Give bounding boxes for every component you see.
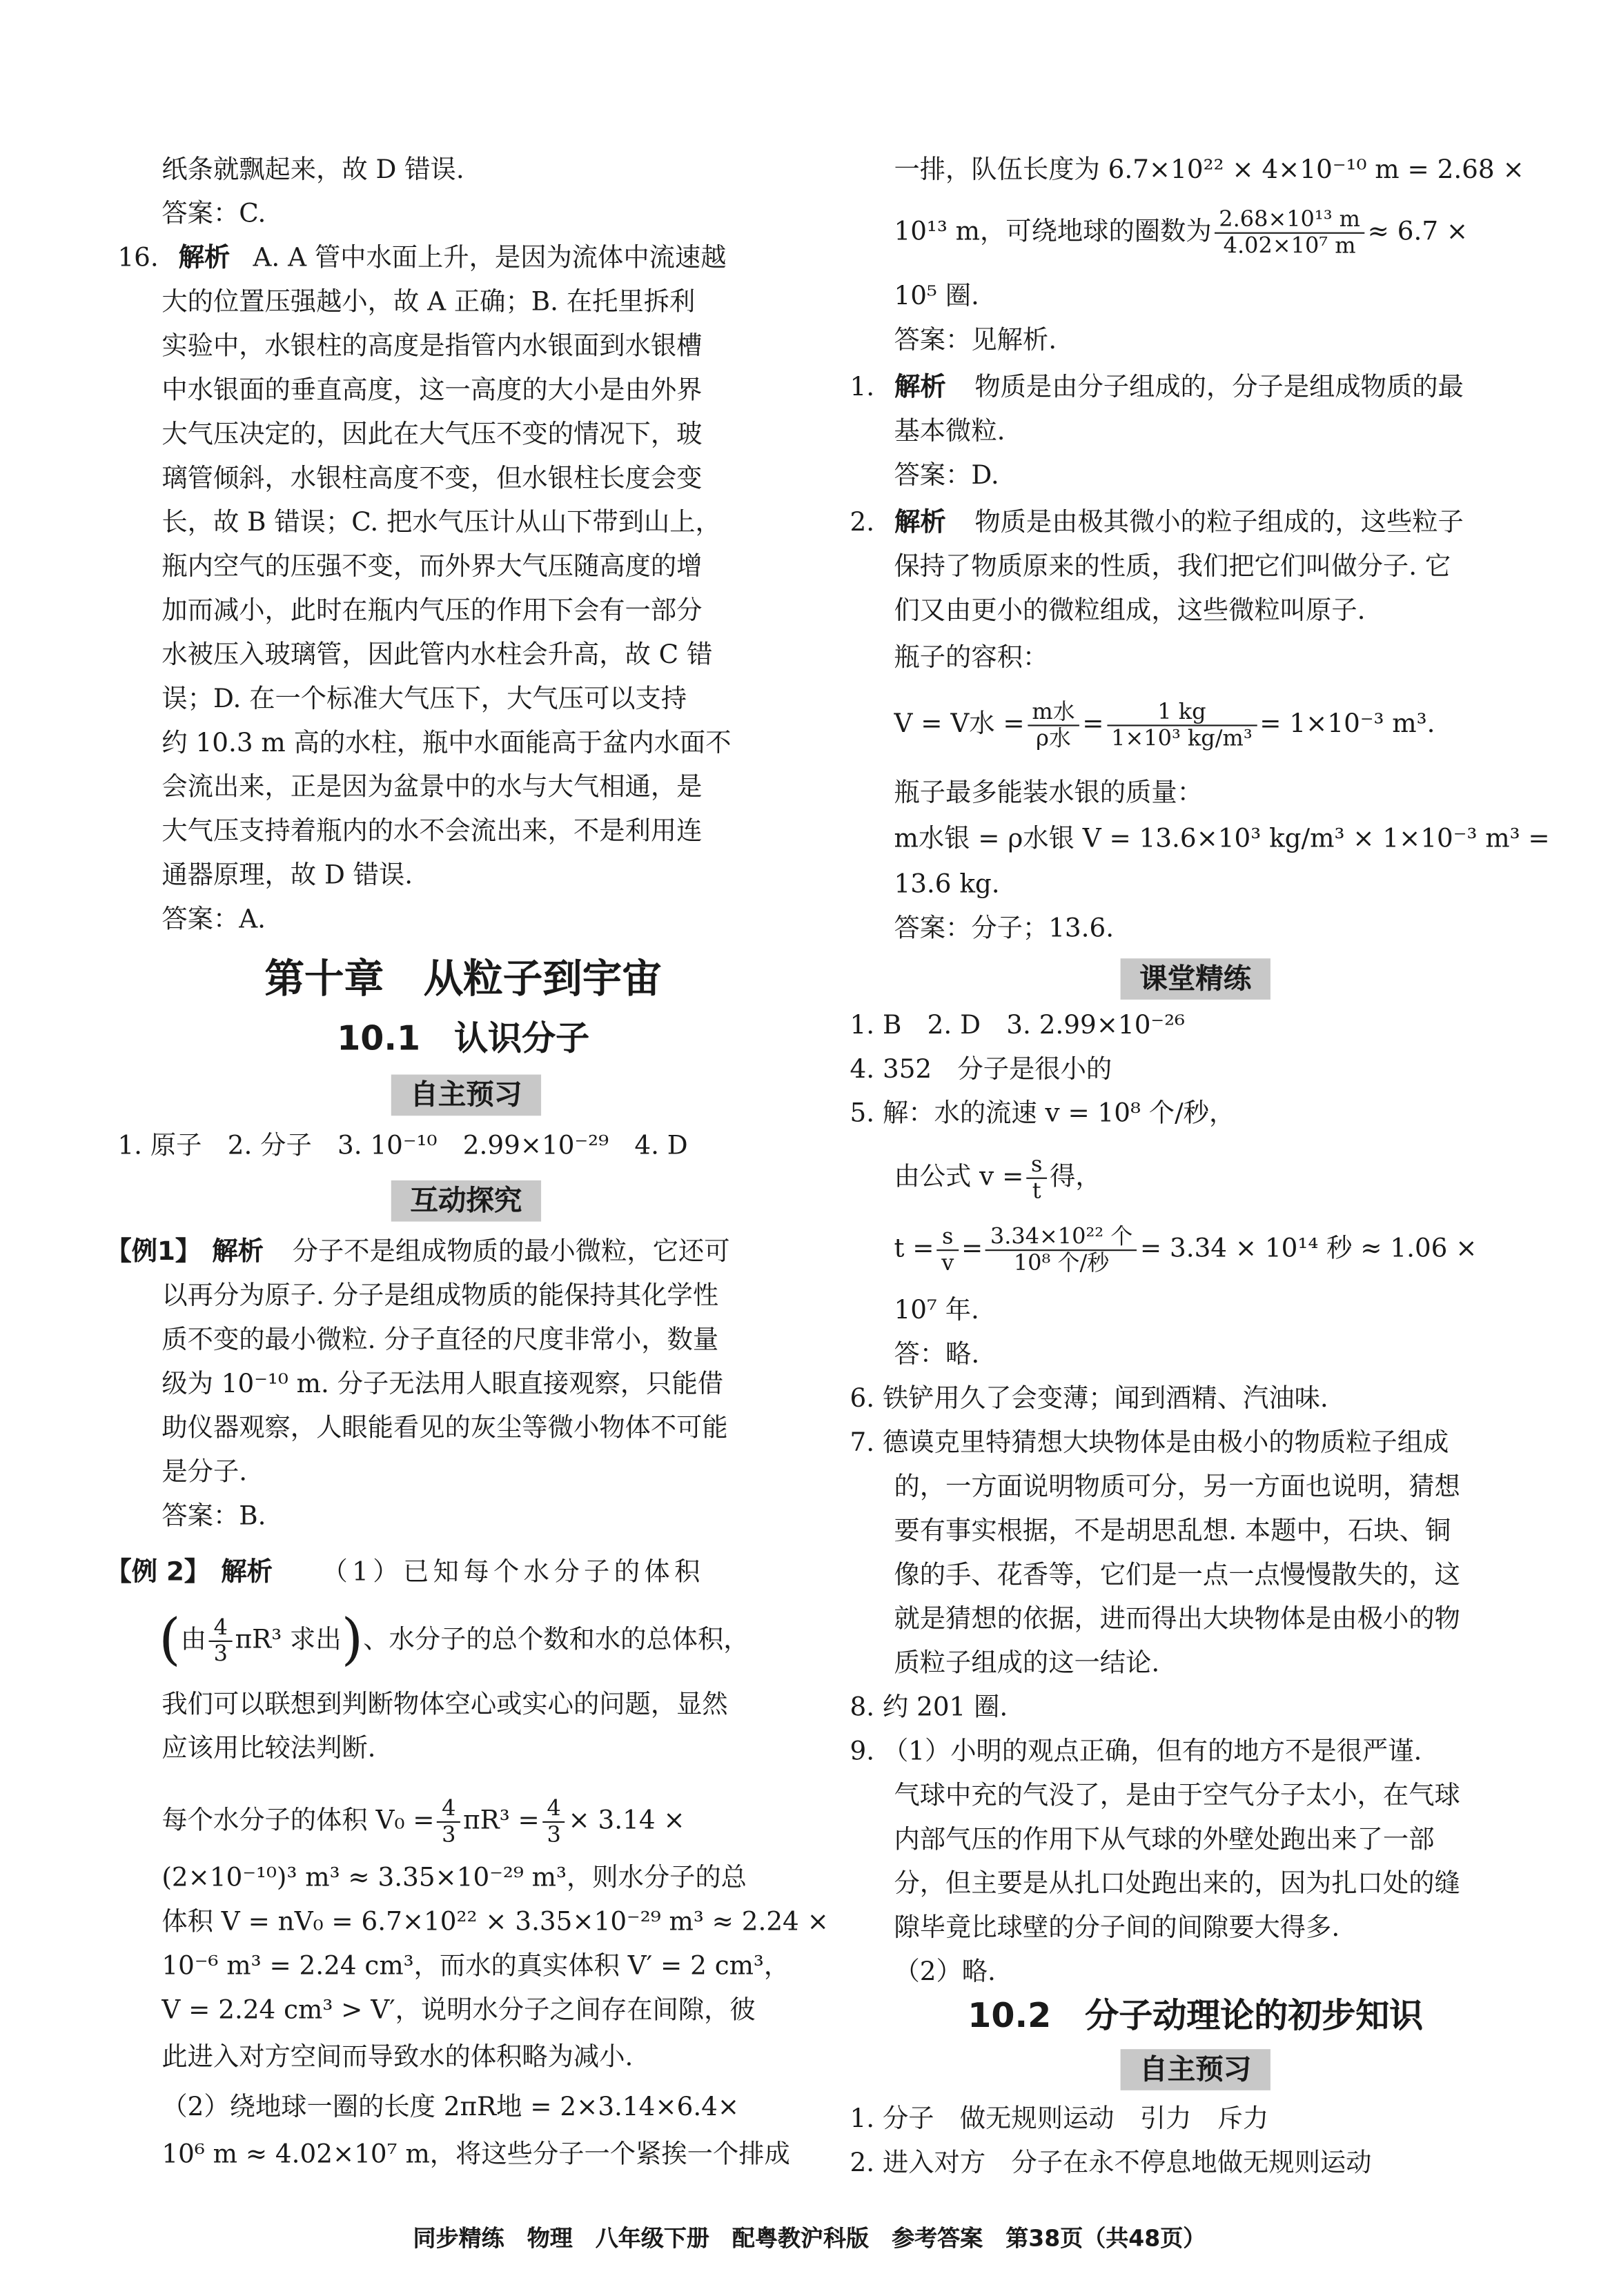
answer-line: 答案：见解析. — [894, 326, 1057, 356]
practice-line: 5. 解：水的流速 v = 10⁸ 个/秒， — [850, 1099, 1235, 1129]
paren-close: ) — [341, 1605, 364, 1671]
section-header-preview: 自主预习 — [391, 1075, 541, 1116]
text-fragment: V = V水 = — [894, 710, 1025, 740]
numerator: 1 kg — [1107, 700, 1257, 726]
text-line: 一排，队伍长度为 6.7×10²² × 4×10⁻¹⁰ m = 2.68 × — [894, 155, 1524, 186]
text-line: 误；D. 在一个标准大气压下，大气压可以支持 — [161, 684, 687, 715]
text-line: 10⁶ m ≈ 4.02×10⁷ m，将这些分子一个紧挨一个排成 — [161, 2140, 790, 2170]
text-fragment: = 1×10⁻³ m³. — [1259, 710, 1435, 740]
question-number: 1. — [850, 373, 875, 403]
text-line: 10⁻⁶ m³ = 2.24 cm³，而水的真实体积 V′ = 2 cm³， — [161, 1952, 790, 1982]
text-fragment: = — [961, 1234, 983, 1265]
text-line: 约 10.3 m 高的水柱，瓶中水面能高于盆内水面不 — [161, 729, 732, 759]
text-line: 大气压决定的，因此在大气压不变的情况下，玻 — [161, 420, 703, 450]
section-title: 10.1 认识分子 — [337, 1020, 590, 1059]
fraction — [937, 1225, 959, 1276]
example-2 — [106, 1558, 704, 1588]
numerator: 3.34×10²² 个 — [985, 1225, 1137, 1251]
text-fragment: t = — [894, 1234, 934, 1265]
text-fragment: 由公式 v = — [894, 1162, 1024, 1192]
text-line: 保持了物质原来的性质，我们把它们叫做分子. 它 — [894, 553, 1451, 582]
numerator: s — [937, 1225, 959, 1251]
numerator: m水 — [1028, 700, 1079, 726]
text-line: 像的手、花香等，它们是一点一点慢慢散失的，这 — [894, 1561, 1460, 1591]
text-line: V = 2.24 cm³ > V′，说明水分子之间存在间隙，彼 — [161, 1996, 756, 2026]
analysis-label: 解析 — [894, 508, 946, 538]
text-line: 瓶子最多能装水银的质量： — [894, 779, 1203, 809]
denominator: 1×10³ kg/m³ — [1111, 724, 1253, 751]
numerator: 4 — [209, 1616, 232, 1642]
text-line: 通器原理，故 D 错误. — [161, 861, 413, 891]
formula-line — [894, 200, 1468, 265]
preview-answers: 1. 原子 2. 分子 3. 10⁻¹⁰ 2.99×10⁻²⁹ 4. D — [117, 1131, 688, 1162]
denominator: t — [1032, 1177, 1041, 1205]
example-label: 【例1】 — [106, 1238, 202, 1267]
analysis-label: 解析 — [212, 1238, 264, 1267]
example-1 — [106, 1238, 729, 1267]
text-line: A. A 管中水面上升，是因为流体中流速越 — [253, 244, 727, 274]
text-line: （2）绕地球一圈的长度 2πR地 = 2×3.14×6.4× — [161, 2093, 740, 2123]
text-line: （2）略. — [894, 1958, 996, 1988]
text-line: 质粒子组成的这一结论. — [894, 1649, 1160, 1679]
text-line: 瓶内空气的压强不变，而外界大气压随高度的增 — [161, 553, 703, 582]
text-line: 物质是由极其微小的粒子组成的，这些粒子 — [974, 508, 1464, 538]
text-line: 气球中充的气没了，是由于空气分子太小，在气球 — [894, 1781, 1460, 1812]
text-line: (2×10⁻¹⁰)³ m³ ≈ 3.35×10⁻²⁹ m³，则水分子的总 — [161, 1863, 747, 1894]
text-line: 大气压支持着瓶内的水不会流出来，不是利用连 — [161, 817, 703, 847]
fraction — [1215, 207, 1364, 259]
practice-line: 7. 德谟克里特猜想大块物体是由极小的物质粒子组成 — [850, 1429, 1449, 1458]
text-line: 10⁷ 年. — [894, 1296, 979, 1326]
practice-line: 4. 352 分子是很小的 — [850, 1055, 1112, 1085]
practice-line: 1. B 2. D 3. 2.99×10⁻²⁶ — [850, 1011, 1186, 1041]
answer-line: 答案：B. — [161, 1502, 266, 1532]
question-number: 16. — [117, 244, 159, 274]
denominator: 4.02×10⁷ m — [1223, 232, 1356, 259]
analysis-label: 解析 — [221, 1558, 273, 1588]
text-line: 分，但主要是从扎口处跑出来的，因为扎口处的缝 — [894, 1870, 1460, 1899]
question-2 — [850, 508, 1464, 538]
text-line: m水银 = ρ水银 V = 13.6×10³ kg/m³ × 1×10⁻³ m³ = — [894, 824, 1550, 854]
text-line: 璃管倾斜，水银柱高度不变，但水银柱长度会变 — [161, 464, 703, 494]
paren-open: ( — [159, 1605, 181, 1671]
text-line: 10⁵ 圈. — [894, 282, 979, 312]
denominator: v — [941, 1249, 954, 1276]
text-line: 的，一方面说明物质可分，另一方面也说明，猜想 — [894, 1472, 1460, 1503]
answer-line: 答案：分子；13.6. — [894, 914, 1115, 944]
text-fragment: 每个水分子的体积 V₀ = — [161, 1806, 435, 1837]
text-line: 水被压入玻璃管，因此管内水柱会升高，故 C 错 — [161, 640, 713, 671]
text-fragment: = 3.34 × 10¹⁴ 秒 ≈ 1.06 × — [1139, 1234, 1478, 1265]
numerator: 2.68×10¹³ m — [1215, 207, 1364, 233]
text-line: 物质是由分子组成的，分子是组成物质的最 — [974, 373, 1464, 403]
section-header-practice: 课堂精练 — [1121, 958, 1270, 1000]
text-line: 实验中，水银柱的高度是指管内水银面到水银槽 — [161, 332, 703, 362]
fraction — [985, 1225, 1137, 1276]
text-line: 内部气压的作用下从气球的外壁处跑出来了一部 — [894, 1825, 1435, 1855]
text-line: 我们可以联想到判断物体空心或实心的问题，显然 — [161, 1690, 728, 1720]
text-fragment: × 3.14 × — [568, 1806, 685, 1837]
text-line: 答：略. — [894, 1340, 980, 1370]
text-fragment: 由 — [180, 1625, 206, 1656]
fraction — [1027, 1152, 1047, 1204]
numerator: 4 — [438, 1797, 460, 1823]
text-fragment: 10¹³ m，可绕地球的圈数为 — [894, 217, 1212, 247]
text-fragment: 、水分子的总个数和水的总体积， — [363, 1625, 749, 1656]
text-line: 会流出来，正是因为盆景中的水与大气相通，是 — [161, 773, 703, 803]
practice-line: 1. 分子 做无规则运动 引力 斥力 — [850, 2105, 1269, 2135]
question-1 — [850, 373, 1464, 403]
text-fragment: πR³ = — [463, 1806, 540, 1837]
chapter-title: 第十章 从粒子到宇宙 — [264, 957, 662, 1003]
text-line: 大的位置压强越小，故 A 正确；B. 在托里拆利 — [161, 288, 696, 318]
denominator: 10⁸ 个/秒 — [1013, 1249, 1110, 1276]
text-line: 体积 V = nV₀ = 6.7×10²² × 3.35×10⁻²⁹ m³ ≈ 2.24 × — [161, 1908, 829, 1938]
text-line: （1）已知每个水分子的体积 — [322, 1558, 705, 1588]
section-header-explore: 互动探究 — [391, 1180, 541, 1222]
text-fragment: 得， — [1050, 1162, 1101, 1192]
denominator: 3 — [213, 1640, 228, 1667]
fraction — [209, 1616, 232, 1667]
numerator: 4 — [542, 1797, 565, 1823]
text-fragment: ≈ 6.7 × — [1367, 217, 1469, 247]
example-label: 【例 2】 — [106, 1558, 210, 1588]
text-line: 助仪器观察，人眼能看见的灰尘等微小物体不可能 — [161, 1414, 728, 1444]
formula-line — [161, 1788, 685, 1855]
text-line: 纸条就飘起来，故 D 错误. — [161, 155, 464, 186]
question-16 — [117, 244, 726, 274]
denominator: 3 — [442, 1821, 456, 1848]
fraction — [542, 1794, 565, 1848]
section-title: 10.2 分子动理论的初步知识 — [968, 1997, 1424, 2037]
denominator: ρ水 — [1036, 724, 1071, 751]
text-line: 加而减小，此时在瓶内气压的作用下会有一部分 — [161, 597, 703, 626]
text-line: 长，故 B 错误；C. 把水气压计从山下带到山上， — [161, 508, 721, 538]
text-line: 应该用比较法判断. — [161, 1734, 376, 1764]
text-line: 级为 10⁻¹⁰ m. 分子无法用人眼直接观察，只能借 — [161, 1369, 724, 1400]
fraction — [1028, 700, 1079, 751]
question-number: 2. — [850, 508, 875, 538]
page-footer: 同步精练 物理 八年级下册 配粤教沪科版 参考答案 第38页（共48页） — [413, 2225, 1206, 2253]
practice-line: 6. 铁铲用久了会变薄；闻到酒精、汽油味. — [850, 1385, 1328, 1414]
text-line: 此进入对方空间而导致水的体积略为减小. — [161, 2043, 634, 2073]
text-fragment: = — [1082, 710, 1104, 740]
text-line: 中水银面的垂直高度，这一高度的大小是由外界 — [161, 376, 703, 406]
text-line: 基本微粒. — [894, 417, 1005, 447]
answer-line: 答案：A. — [161, 905, 266, 936]
section-header-preview-2: 自主预习 — [1121, 2049, 1270, 2090]
practice-line: 2. 进入对方 分子在永不停息地做无规则运动 — [850, 2149, 1372, 2179]
fraction — [1107, 700, 1257, 751]
numerator: s — [1027, 1152, 1047, 1178]
text-line: 是分子. — [161, 1458, 248, 1488]
analysis-label: 解析 — [894, 373, 946, 403]
practice-line: 8. 约 201 圈. — [850, 1693, 1008, 1723]
text-line: 就是猜想的依据，进而得出大块物体是由极小的物 — [894, 1605, 1460, 1635]
formula-line — [894, 1216, 1477, 1283]
formula-line — [159, 1607, 749, 1674]
practice-line: 9. （1）小明的观点正确，但有的地方不是很严谨. — [850, 1737, 1422, 1768]
text-line: 13.6 kg. — [894, 870, 1000, 900]
fraction — [438, 1794, 460, 1848]
text-fragment: πR³ 求出 — [235, 1625, 342, 1656]
text-line: 以再分为原子. 分子是组成物质的能保持其化学性 — [161, 1281, 719, 1312]
text-line: 隙毕竟比球壁的分子间的间隙要大得多. — [894, 1914, 1340, 1943]
formula-line — [894, 691, 1435, 758]
answer-line: 答案：C. — [161, 199, 266, 230]
answer-line: 答案：D. — [894, 462, 999, 491]
text-line: 要有事实根据，不是胡思乱想. 本题中，石块、铜 — [894, 1516, 1451, 1547]
text-line: 质不变的最小微粒. 分子直径的尺度非常小，数量 — [161, 1325, 719, 1356]
formula-line — [894, 1145, 1101, 1210]
text-line: 分子不是组成物质的最小微粒，它还可 — [292, 1238, 730, 1267]
analysis-label: 解析 — [178, 244, 230, 274]
text-line: 们又由更小的微粒组成，这些微粒叫原子. — [894, 597, 1366, 626]
denominator: 3 — [547, 1821, 561, 1848]
text-line: 瓶子的容积： — [894, 644, 1049, 673]
